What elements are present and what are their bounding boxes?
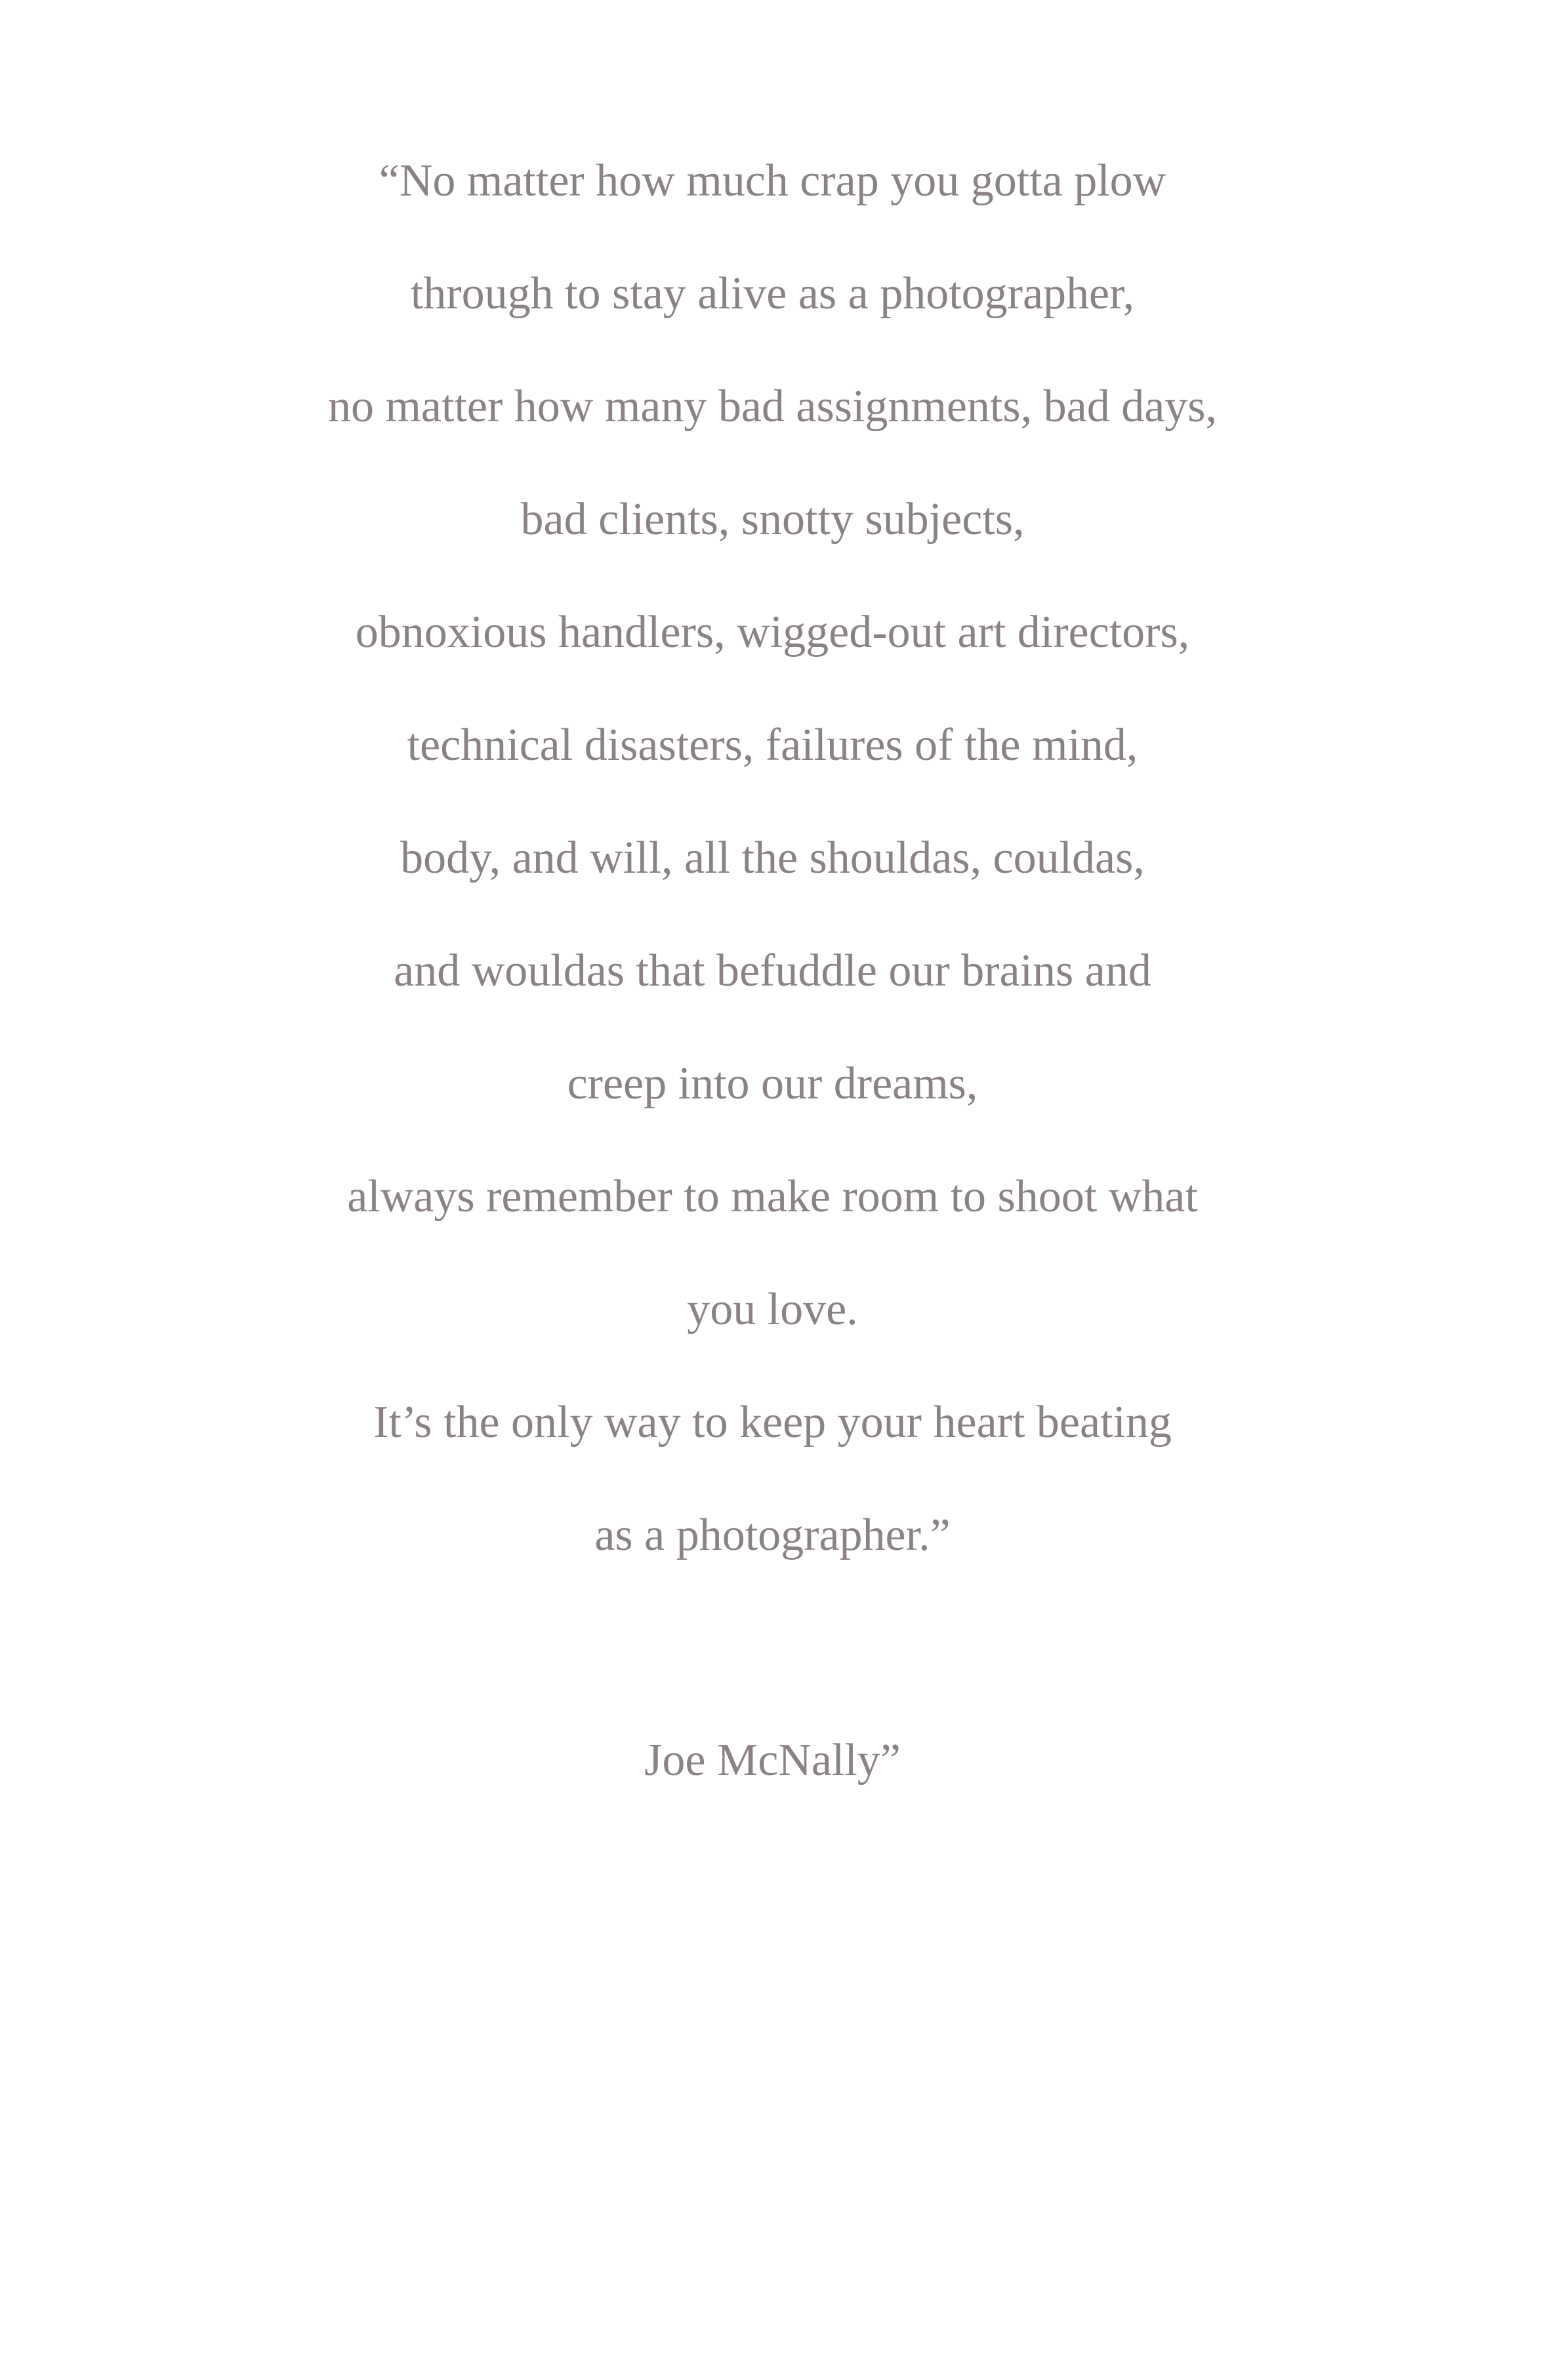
quote-line: obnoxious handlers, wigged-out art directors, xyxy=(355,607,1190,658)
quote-text xyxy=(0,125,1545,1592)
quote-line: technical disasters, failures of the mind, xyxy=(407,720,1138,770)
quote-line: creep into our dreams, xyxy=(567,1058,978,1109)
quote-attribution: Joe McNally” xyxy=(644,1735,901,1785)
quote-line: body, and will, all the shouldas, couldas, xyxy=(400,833,1145,883)
quote-line: always remember to make room to shoot what xyxy=(347,1171,1198,1222)
quote-line: through to stay alive as a photographer, xyxy=(410,268,1135,319)
quote-line: you love. xyxy=(687,1284,858,1335)
quote-line: It’s the only way to keep your heart beating xyxy=(373,1397,1172,1448)
quote-line: bad clients, snotty subjects, xyxy=(520,494,1025,545)
quote-line: no matter how many bad assignments, bad days, xyxy=(327,381,1218,432)
quote-line: and wouldas that befuddle our brains and xyxy=(394,946,1151,996)
quote-line: “No matter how much crap you gotta plow xyxy=(379,156,1166,206)
quote-line: as a photographer.” xyxy=(594,1510,951,1560)
